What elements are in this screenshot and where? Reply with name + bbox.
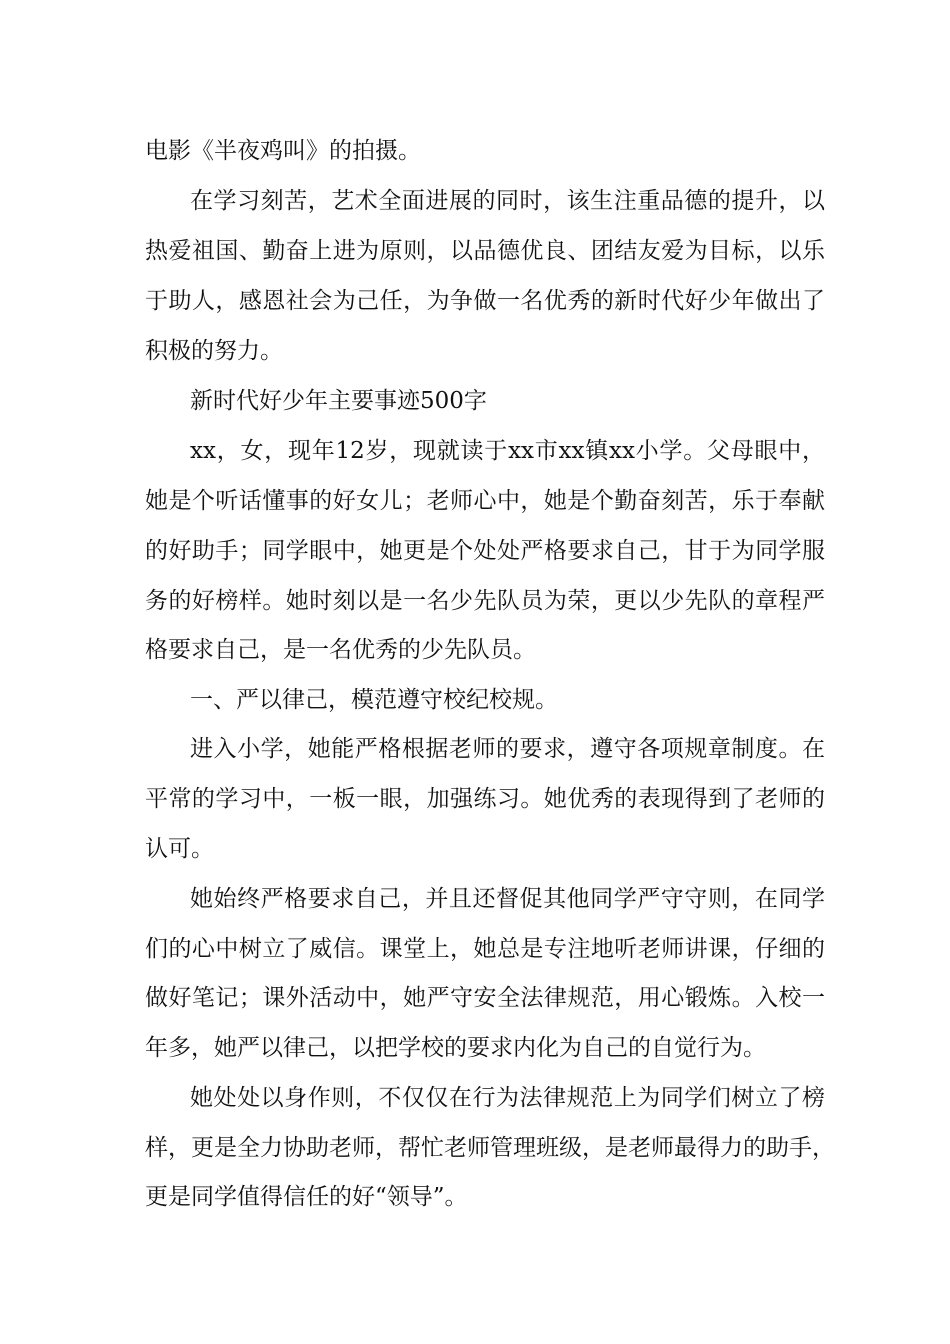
text-line: 积极的努力。: [145, 338, 283, 364]
text-line: 热爱祖国、勤奋上进为原则，以品德优良、团结友爱为目标，以乐: [145, 238, 825, 264]
text-line: 进入小学，她能严格根据老师的要求，遵守各项规章制度。在: [190, 736, 825, 762]
text-line: 的好助手；同学眼中，她更是个处处严格要求自己，甘于为同学服: [145, 538, 825, 564]
text-line: 她是个听话懂事的好女儿；老师心中，她是个勤奋刻苦，乐于奉献: [145, 488, 825, 514]
text-line: 她处处以身作则，不仅仅在行为法律规范上为同学们树立了榜: [190, 1085, 825, 1111]
text-line: 于助人，感恩社会为己任，为争做一名优秀的新时代好少年做出了: [145, 288, 825, 314]
section-heading: 新时代好少年主要事迹500字: [190, 388, 487, 414]
text-line: 在学习刻苦，艺术全面进展的同时，该生注重品德的提升，以: [190, 188, 825, 214]
text-line: 们的心中树立了威信。课堂上，她总是专注地听老师讲课，仔细的: [145, 936, 825, 962]
text-line: 年多，她严以律己，以把学校的要求内化为自己的自觉行为。: [145, 1035, 766, 1061]
text-line: 做好笔记；课外活动中，她严守安全法律规范，用心锻炼。入校一: [145, 985, 825, 1011]
section-heading: 一、严以律己，模范遵守校纪校规。: [190, 687, 558, 713]
text-line: 格要求自己，是一名优秀的少先队员。: [145, 637, 536, 663]
text-line: xx，女，现年12岁，现就读于xx市xx镇xx小学。父母眼中，: [190, 438, 825, 464]
text-line: 务的好榜样。她时刻以是一名少先队员为荣，更以少先队的章程严: [145, 588, 825, 614]
text-line: 电影《半夜鸡叫》的拍摄。: [145, 138, 421, 164]
text-line: 样，更是全力协助老师，帮忙老师管理班级，是老师最得力的助手，: [145, 1135, 835, 1161]
text-line: 平常的学习中，一板一眼，加强练习。她优秀的表现得到了老师的: [145, 786, 825, 812]
text-line: 更是同学值得信任的好“领导”。: [145, 1184, 468, 1210]
text-line: 认可。: [145, 836, 214, 862]
text-line: 她始终严格要求自己，并且还督促其他同学严守守则，在同学: [190, 886, 825, 912]
